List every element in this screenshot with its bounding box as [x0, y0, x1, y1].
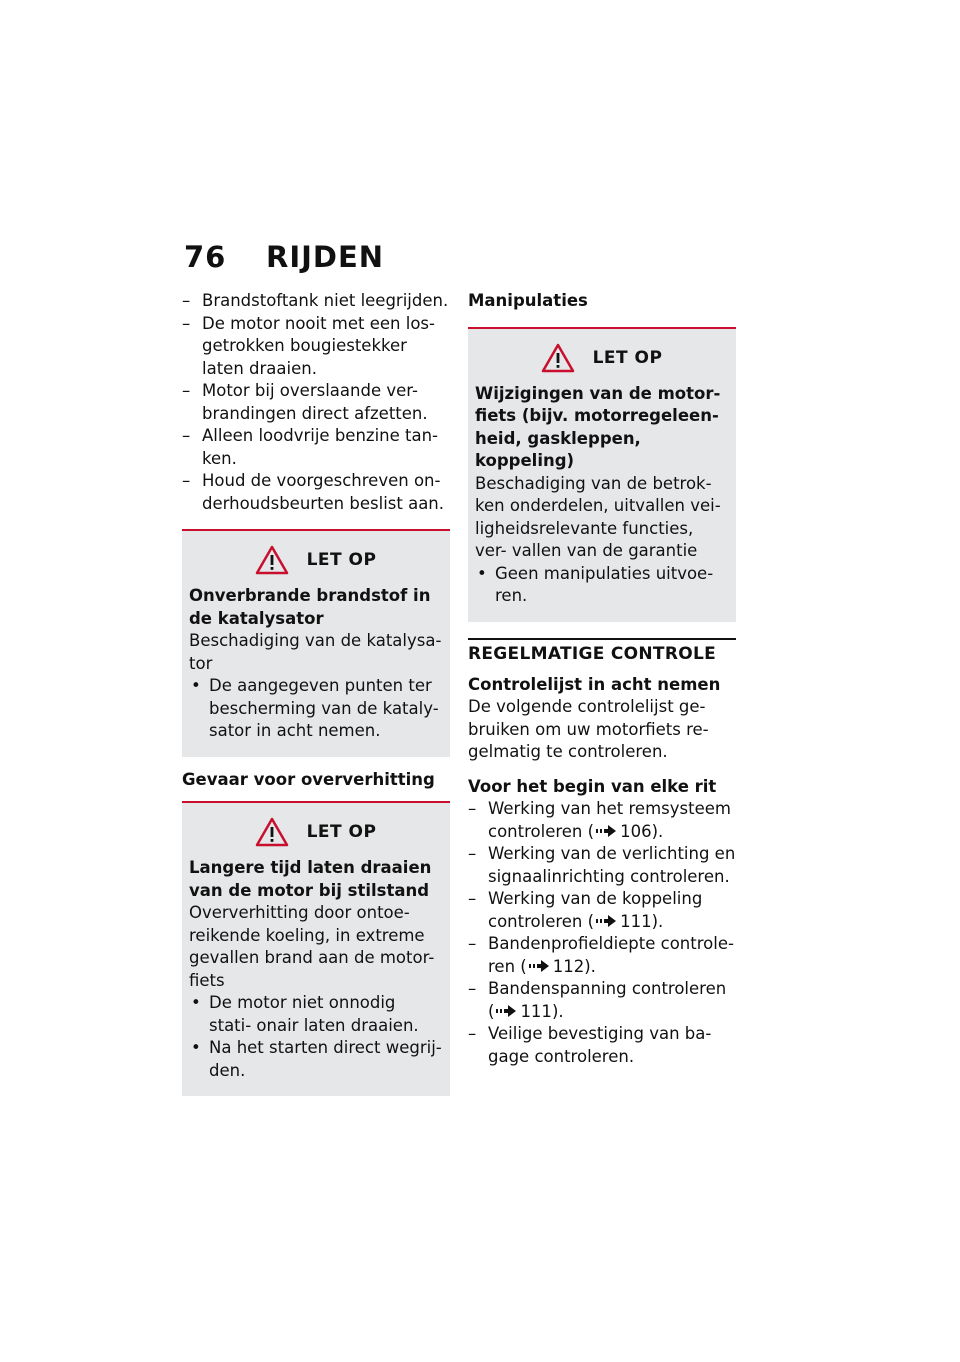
checklist-item-text: Werking van het remsysteem controleren — [488, 799, 731, 841]
checklist-item-text: Werking van de koppeling controleren — [488, 889, 703, 931]
warning-triangle-icon — [255, 545, 289, 575]
checklist-item-text: Bandenspanning controleren — [488, 979, 727, 998]
warning-bullet: • De motor niet onnodig stati- onair laten draaien. — [189, 992, 442, 1037]
list-item: – Brandstoftank niet leegrijden. — [182, 290, 450, 313]
subheading-before-ride: Voor het begin van elke rit — [468, 776, 717, 796]
chapter-title: RIJDEN — [266, 240, 385, 274]
checklist-item — [468, 1023, 736, 1068]
checklist-item — [468, 843, 736, 888]
warning-bullet: • De aangegeven punten ter bescherming van de kataly- sator in acht nemen. — [189, 675, 442, 743]
warning-label: LET OP — [592, 347, 663, 368]
warning-triangle-icon — [541, 343, 575, 373]
page-reference-link[interactable]: ( 112). — [520, 956, 596, 976]
warning-label: LET OP — [306, 550, 377, 570]
checklist-item-text: Werking van de verlichting en signaalinrichting controleren. — [488, 844, 736, 886]
checklist-item-text: Bandenprofieldiepte controle- ren — [488, 934, 734, 976]
page-reference-link[interactable]: ( 111). — [488, 1001, 564, 1021]
warning-header — [189, 817, 442, 847]
checklist-item-text: Veilige bevestiging van ba- gage controleren. — [488, 1024, 712, 1066]
list-item: – Motor bij overslaande ver- brandingen direct afzetten. — [182, 380, 450, 425]
warning-triangle-icon — [255, 817, 289, 847]
page-reference-arrow-icon — [596, 915, 618, 927]
subheading-checklist: Controlelijst in acht nemen — [468, 674, 721, 694]
checklist-item — [468, 978, 736, 1023]
checklist-item — [468, 798, 736, 843]
warning-body: Beschadiging van de katalysa- tor — [189, 631, 442, 673]
list-item: – De motor nooit met een los- getrokken bougiestekker laten draaien. — [182, 313, 450, 381]
page-number: 76 — [184, 240, 227, 274]
warning-title: Langere tijd laten draaien van de motor bij stilstand — [189, 858, 432, 900]
section-title: REGELMATIGE CONTROLE — [468, 638, 736, 666]
warning-box-catalyst — [182, 529, 450, 757]
checklist-item — [468, 933, 736, 978]
page-reference-link[interactable]: ( 106). — [587, 821, 664, 841]
warning-body: Beschadiging van de betrok- ken onderdelen, uitvallen vei- ligheidsrelevante functies, ver- vallen van de garantie — [475, 473, 721, 560]
page-reference-link[interactable]: ( 111). — [587, 911, 664, 931]
subheading-overheating: Gevaar voor oververhitting — [182, 769, 435, 789]
page-reference-arrow-icon — [496, 1005, 518, 1017]
fuel-tips-list — [182, 290, 450, 515]
warning-header — [475, 343, 728, 373]
page-reference-arrow-icon — [529, 960, 551, 972]
page-header — [184, 240, 384, 274]
warning-label: LET OP — [306, 822, 377, 842]
list-item: – Houd de voorgeschreven on- derhoudsbeurten beslist aan. — [182, 470, 450, 515]
warning-box-modifications — [468, 327, 736, 622]
warning-title: Onverbrande brandstof in de katalysator — [189, 586, 431, 628]
warning-box-overheating — [182, 801, 450, 1096]
page-reference-arrow-icon — [596, 825, 618, 837]
right-column — [468, 290, 736, 1068]
checklist — [468, 798, 736, 1068]
warning-body: Oververhitting door ontoe- reikende koeling, in extreme gevallen brand aan de motor- fiets — [189, 903, 435, 990]
subheading-manipulations: Manipulaties — [468, 291, 588, 310]
warning-bullet: • Na het starten direct wegrij- den. — [189, 1037, 442, 1082]
list-item: – Alleen loodvrije benzine tan- ken. — [182, 425, 450, 470]
warning-title: Wijzigingen van de motor- fiets (bijv. motorregeleen- heid, gaskleppen, koppeling) — [475, 383, 721, 470]
left-column — [182, 290, 450, 1096]
checklist-item — [468, 888, 736, 933]
warning-bullet: • Geen manipulaties uitvoe- ren. — [475, 563, 728, 608]
checklist-intro: De volgende controlelijst ge- bruiken om uw motorfiets re- gelmatig te controleren. — [468, 697, 709, 761]
warning-header — [189, 545, 442, 575]
